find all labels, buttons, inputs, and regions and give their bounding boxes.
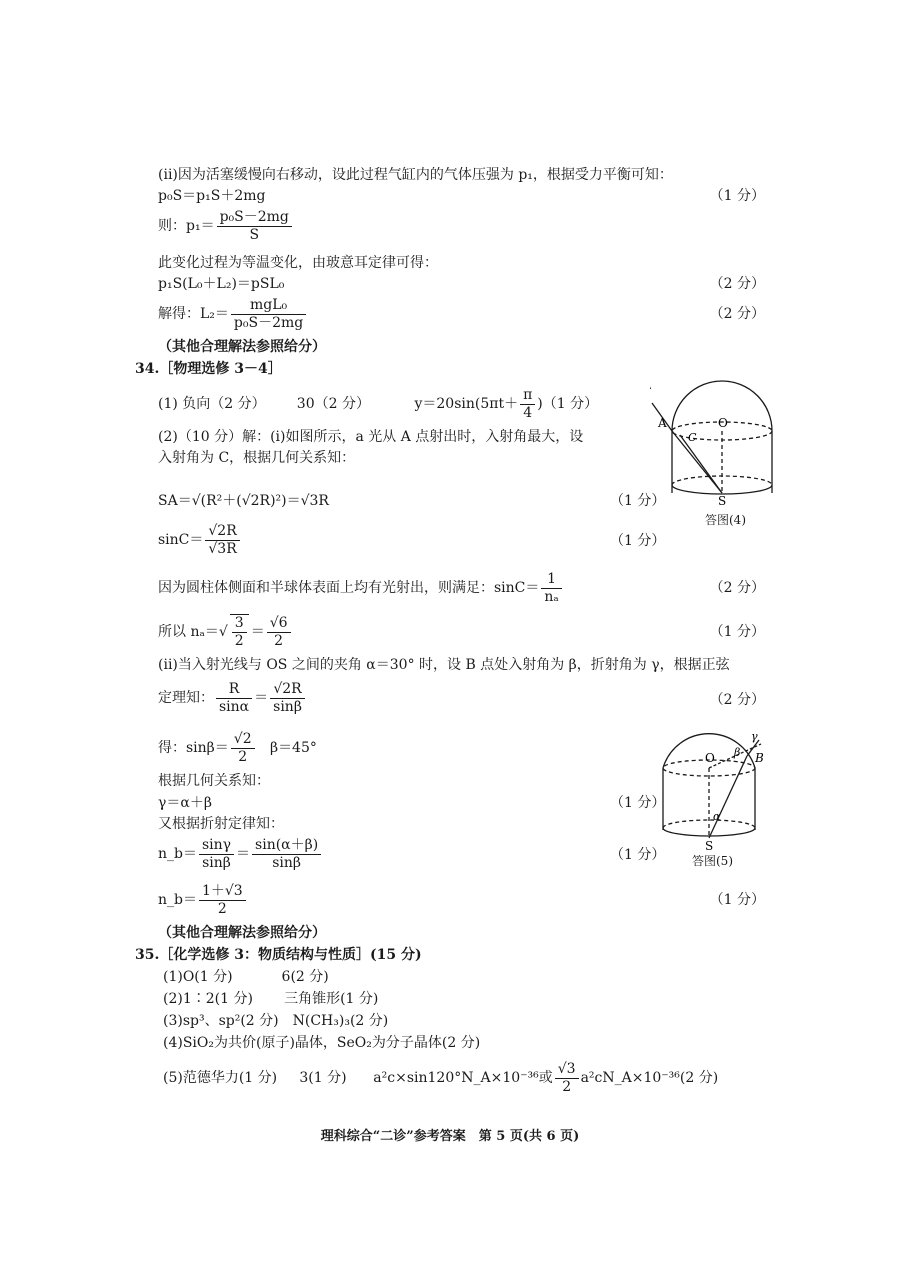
q34-ii-line2: 定理知： $\frac{R}{\sin\alpha}$ ＝ $\frac{√2R}{\sin\beta}$: [158, 680, 307, 716]
q34-title: 34.［物理选修 3－4］: [135, 361, 282, 377]
score: （1 分）: [610, 533, 666, 549]
q35-line-4: (4)SiO₂为共价(原子)晶体，SeO₂为分子晶体(2 分): [163, 1035, 481, 1051]
score: （2 分）: [709, 692, 765, 708]
score: （1 分）: [610, 795, 666, 811]
score: （1 分）: [709, 188, 765, 204]
label-beta: β: [734, 746, 741, 759]
label-alpha: α: [713, 810, 721, 823]
text: 解得：L₂＝: [158, 306, 229, 322]
q34-geo: 根据几何关系知：: [158, 773, 270, 789]
label-a: A: [658, 416, 667, 430]
q34-part1: (1) 负向（2 分） 30（2 分） y＝20sin(5πt＋ $\frac{\pi}{4}$ )（1 分）: [158, 386, 599, 421]
q35-line-2: (2)1∶2(1 分) 三角锥形(1 分): [163, 991, 379, 1007]
q34-na: 所以 nₐ＝√ $\frac{3}{2}$ ＝ $\frac{√6}{2}$: [158, 614, 293, 650]
score: （2 分）: [709, 306, 765, 322]
label-o: O: [718, 416, 728, 430]
text: 则：p₁＝: [158, 218, 215, 234]
q35-line-3: (3)sp³、sp²(2 分) N(CH₃)₃(2 分): [163, 1013, 389, 1029]
q35-line-5: (5)范德华力(1 分) 3(1 分) a²c×sin120°N_A×10⁻³⁶或 $\frac{√3}{2}$ a²cN_A×10⁻³⁶(2 分): [163, 1060, 719, 1095]
gas-line-3: [158, 208, 294, 244]
q34-sinc: sinC＝ $\frac{√2R}{√3R}$: [158, 522, 242, 558]
fraction: $\frac{\text{mgL₀}}{\text{p₀S－2mg}}$: [231, 297, 306, 332]
label-s: S: [705, 839, 714, 853]
q34-nb: n_b＝ $\frac{\sin\gamma}{\sin\beta}$ ＝ $\frac{\sin(\alpha+\beta)}{\sin\beta}$: [158, 836, 323, 872]
score: （1 分）: [610, 493, 666, 509]
q34-sinb: 得：sinβ＝ $\frac{√2}{2}$ β＝45°: [158, 730, 317, 765]
figure-5: [655, 728, 775, 858]
q35-title: 35.［化学选修 3：物质结构与性质］(15 分): [135, 947, 422, 963]
q34-gamma: γ＝α＋β: [158, 795, 212, 811]
page-footer: 理科综合“二诊”参考答案 第 5 页(共 6 页): [320, 1129, 580, 1144]
label-gamma: γ: [751, 730, 758, 743]
score: （2 分）: [709, 276, 765, 292]
gas-other: （其他合理解法参照给分）: [158, 339, 326, 355]
gas-line-1: (ii)因为活塞缓慢向右移动，设此过程气缸内的气体压强为 p₁，根据受力平衡可知：: [158, 167, 673, 183]
label-c: C: [688, 431, 697, 444]
gas-line-6: [158, 296, 308, 332]
figure-4: [650, 375, 775, 515]
gas-line-2: p₀S＝p₁S＋2mg: [158, 188, 266, 204]
q34-ii-line1: (ii)当入射光线与 OS 之间的夹角 α＝30° 时，设 B 点处入射角为 β，折射角为 γ，根据正弦: [158, 657, 730, 673]
score: （1 分）: [610, 847, 666, 863]
figure-4-caption: 答图(4): [705, 513, 746, 527]
label-s: S: [718, 494, 727, 508]
q34-cond: 因为圆柱体侧面和半球体表面上均有光射出，则满足：sinC＝ $\frac{1}{\text{nₐ}}$: [158, 570, 564, 606]
score: （2 分）: [709, 580, 765, 596]
score: （1 分）: [709, 892, 765, 908]
gas-line-5: p₁S(L₀＋L₂)＝pSL₀: [158, 276, 285, 292]
label-b: B: [755, 751, 764, 765]
fraction: $\frac{\text{p₀S－2mg}}{S}$: [217, 209, 292, 244]
q34-p2-line2: 入射角为 C，根据几何关系知：: [158, 450, 356, 466]
q34-other: （其他合理解法参照给分）: [158, 925, 326, 941]
q34-snell: 又根据折射定律知：: [158, 816, 284, 832]
label-o: O: [705, 751, 715, 765]
gas-line-4: 此变化过程为等温变化，由玻意耳定律可得：: [158, 255, 438, 271]
q35-line-1: (1)O(1 分) 6(2 分): [163, 969, 329, 985]
q34-nb2: n_b＝ $\frac{1+√3}{2}$: [158, 882, 248, 918]
q34-sa: SA＝√(R²＋(√2R)²)＝√3R: [158, 493, 329, 509]
figure-5-caption: 答图(5): [692, 854, 733, 868]
score: （1 分）: [709, 624, 765, 640]
q34-p2-line1: (2)（10 分）解：(i)如图所示，a 光从 A 点射出时，入射角最大，设: [158, 429, 584, 445]
